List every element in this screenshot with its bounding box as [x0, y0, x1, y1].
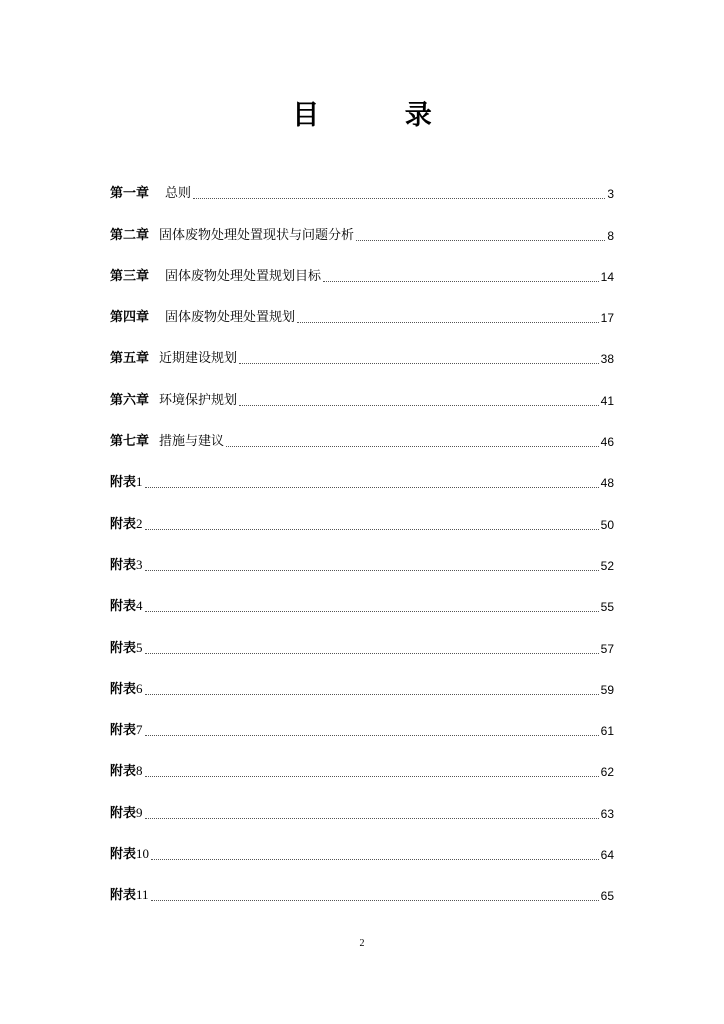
toc-dot-leader [145, 735, 599, 736]
toc-entry-label [110, 471, 143, 494]
toc-page-number: 17 [600, 311, 614, 326]
toc-entry-label [110, 802, 143, 825]
toc-entry-title: 固体废物处理处置现状与问题分析 [159, 227, 355, 243]
toc-chapter-number: 附表 [110, 847, 137, 863]
toc-entry-label [110, 307, 295, 329]
toc-chapter-number: 第三章 [110, 268, 150, 284]
toc-entry-label [110, 595, 143, 618]
toc-entry-label [110, 390, 237, 412]
toc-entry-title: 1 [136, 474, 143, 490]
toc-dot-leader [193, 198, 605, 199]
toc-entry[interactable] [110, 577, 614, 618]
toc-entry-title: 10 [136, 846, 150, 862]
toc-chapter-number: 附表 [110, 681, 137, 697]
toc-entry[interactable] [110, 494, 614, 535]
toc-entry-title: 5 [136, 639, 143, 655]
toc-page-number: 46 [600, 435, 614, 450]
toc-entry-label [110, 266, 321, 288]
page-number: 2 [359, 938, 365, 949]
toc-entry-label [110, 348, 237, 370]
toc-chapter-number: 附表 [110, 805, 137, 821]
toc-entry-title: 8 [136, 763, 143, 779]
toc-dot-leader [239, 405, 599, 406]
toc-entry-label [110, 637, 143, 660]
toc-entry[interactable] [110, 701, 614, 742]
toc-entry-title: 措施与建议 [159, 434, 225, 450]
toc-page-number: 8 [607, 228, 614, 243]
toc-entry[interactable] [110, 825, 614, 866]
toc-page-number: 57 [600, 641, 614, 656]
toc-page-number: 63 [600, 806, 614, 821]
toc-dot-leader [297, 322, 599, 323]
toc-entry[interactable] [110, 536, 614, 577]
toc-entry[interactable] [110, 329, 614, 370]
toc-chapter-number: 第五章 [110, 351, 150, 367]
toc-chapter-number: 附表 [110, 557, 137, 573]
toc-entry-label [110, 554, 143, 577]
toc-dot-leader [145, 818, 599, 819]
toc-dot-leader [145, 529, 599, 530]
toc-entry-title: 固体废物处理处置规划目标 [165, 268, 322, 284]
toc-entry-label [110, 431, 224, 453]
toc-chapter-number: 第七章 [110, 434, 150, 450]
toc-dot-leader [239, 363, 599, 364]
toc-page-number: 48 [600, 476, 614, 491]
toc-entry[interactable] [110, 453, 614, 494]
page-title: 目 录 [292, 100, 470, 131]
toc-entry-label [110, 843, 149, 866]
toc-page-number: 59 [600, 682, 614, 697]
toc-chapter-number: 附表 [110, 475, 137, 491]
toc-page-number: 3 [607, 187, 614, 202]
toc-page-number: 41 [600, 393, 614, 408]
toc-entry[interactable] [110, 412, 614, 453]
toc-chapter-number: 第一章 [110, 186, 150, 202]
toc-page-number: 55 [600, 600, 614, 615]
toc-entry[interactable] [110, 660, 614, 701]
toc-entry-label [110, 719, 143, 742]
toc-chapter-number: 附表 [110, 599, 137, 615]
toc-dot-leader [226, 446, 599, 447]
toc-dot-leader [145, 653, 599, 654]
toc-entry[interactable] [110, 205, 614, 246]
toc-dot-leader [145, 694, 599, 695]
toc-dot-leader [145, 570, 599, 571]
toc-chapter-number: 第四章 [110, 310, 150, 326]
toc-page-number: 14 [600, 269, 614, 284]
toc-entry[interactable] [110, 164, 614, 205]
toc-chapter-number: 附表 [110, 723, 137, 739]
toc-entry[interactable] [110, 783, 614, 824]
toc-dot-leader [145, 776, 599, 777]
toc-page-number: 62 [600, 765, 614, 780]
toc-chapter-number: 附表 [110, 640, 137, 656]
toc-entry-title: 近期建设规划 [159, 351, 238, 367]
toc-page-number: 50 [600, 517, 614, 532]
toc-entry-title: 11 [136, 887, 149, 903]
toc-entry[interactable] [110, 618, 614, 659]
toc-dot-leader [145, 611, 599, 612]
toc-entry-label [110, 884, 149, 907]
toc-entry-title: 7 [136, 722, 143, 738]
toc-entry-label [110, 225, 354, 247]
toc-page-number: 64 [600, 848, 614, 863]
toc-page-number: 52 [600, 558, 614, 573]
toc-entry[interactable] [110, 370, 614, 411]
toc-entry[interactable] [110, 247, 614, 288]
toc-chapter-number: 附表 [110, 516, 137, 532]
toc-chapter-number: 第六章 [110, 392, 150, 408]
toc-entry-title: 2 [136, 515, 143, 531]
table-of-contents [110, 164, 614, 907]
toc-chapter-number: 附表 [110, 764, 137, 780]
toc-entry-label [110, 513, 143, 536]
toc-entry[interactable] [110, 866, 614, 907]
toc-page-number: 61 [600, 724, 614, 739]
toc-entry-title: 固体废物处理处置规划 [165, 310, 296, 326]
toc-entry-title: 6 [136, 680, 143, 696]
toc-entry-title: 3 [136, 556, 143, 572]
toc-entry-title: 总则 [165, 186, 192, 202]
toc-entry-title: 环境保护规划 [159, 392, 238, 408]
toc-dot-leader [145, 487, 599, 488]
toc-chapter-number: 第二章 [110, 227, 150, 243]
toc-dot-leader [151, 859, 599, 860]
toc-chapter-number: 附表 [110, 888, 137, 904]
toc-entry-label [110, 183, 191, 205]
toc-page-number: 38 [600, 352, 614, 367]
toc-entry-title: 9 [136, 804, 143, 820]
toc-entry[interactable] [110, 288, 614, 329]
toc-entry-title: 4 [136, 598, 143, 614]
toc-page-number: 65 [600, 889, 614, 904]
toc-entry-label [110, 760, 143, 783]
toc-dot-leader [151, 900, 599, 901]
toc-entry[interactable] [110, 742, 614, 783]
toc-dot-leader [356, 240, 605, 241]
toc-dot-leader [323, 281, 599, 282]
toc-entry-label [110, 678, 143, 701]
